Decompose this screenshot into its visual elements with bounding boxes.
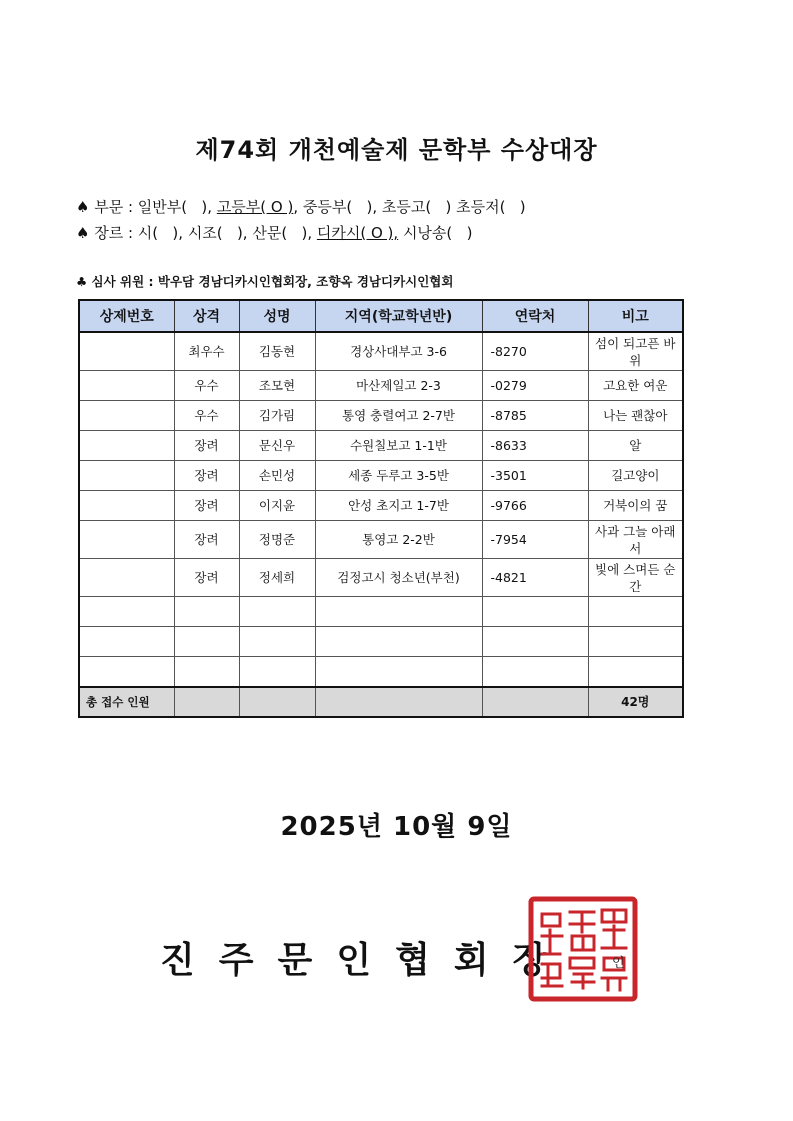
- cell-note: 알: [588, 431, 683, 461]
- cell-no: [79, 521, 174, 559]
- cell-region: 경상사대부고 3-6: [315, 332, 482, 371]
- cell-region: 안성 초지고 1-7반: [315, 491, 482, 521]
- cell-phone: -3501: [482, 461, 588, 491]
- cell-no: [79, 559, 174, 597]
- header-name: 성명: [239, 300, 315, 332]
- cell-region: 세종 두루고 3-5반: [315, 461, 482, 491]
- cell-region: 수원칠보고 1-1반: [315, 431, 482, 461]
- cell-no: [79, 332, 174, 371]
- document-title: 제74회 개천예술제 문학부 수상대장: [195, 136, 598, 164]
- cell-name: 이지윤: [239, 491, 315, 521]
- cell-phone: -8785: [482, 401, 588, 431]
- total-label: 총 접수 인원: [79, 687, 174, 717]
- cell-name: 손민성: [239, 461, 315, 491]
- cell-region: 통영고 2-2반: [315, 521, 482, 559]
- division-suffix: , 중등부( ), 초등고( ) 초등저( ): [293, 198, 526, 216]
- cell-name: 정명준: [239, 521, 315, 559]
- cell-note: 고요한 여운: [588, 371, 683, 401]
- table-row: [79, 461, 683, 491]
- cell-phone: -4821: [482, 559, 588, 597]
- cell-note: 섬이 되고픈 바위: [588, 332, 683, 371]
- division-selected: 고등부( O ): [216, 198, 294, 216]
- table-row: [79, 332, 683, 371]
- cell-phone: -8270: [482, 332, 588, 371]
- cell-no: [79, 431, 174, 461]
- table-row: [79, 431, 683, 461]
- cell-phone: -9766: [482, 491, 588, 521]
- cell-award: 우수: [174, 371, 239, 401]
- cell-name: 문신우: [239, 431, 315, 461]
- table-header-row: [79, 300, 683, 332]
- cell-region: 통영 충렬여고 2-7반: [315, 401, 482, 431]
- cell-name: 조모현: [239, 371, 315, 401]
- cell-award: 장려: [174, 491, 239, 521]
- cell-name: 정세희: [239, 559, 315, 597]
- seal-mark: 인: [612, 956, 625, 971]
- cell-no: [79, 491, 174, 521]
- empty-row: [79, 627, 683, 657]
- header-award: 상격: [174, 300, 239, 332]
- header-phone: 연락처: [482, 300, 588, 332]
- cell-no: [79, 371, 174, 401]
- cell-award: 장려: [174, 461, 239, 491]
- cell-name: 김동현: [239, 332, 315, 371]
- header-no: 상제번호: [79, 300, 174, 332]
- cell-name: 김가림: [239, 401, 315, 431]
- total-row: [79, 687, 683, 717]
- cell-award: 장려: [174, 521, 239, 559]
- genre-prefix: ♠ 장르 : 시( ), 시조( ), 산문( ),: [76, 224, 317, 242]
- cell-no: [79, 461, 174, 491]
- cell-note: 나는 괜찮아: [588, 401, 683, 431]
- cell-phone: -0279: [482, 371, 588, 401]
- division-line: [76, 196, 526, 217]
- official-seal-icon: [528, 896, 638, 1002]
- cell-award: 최우수: [174, 332, 239, 371]
- award-table: [78, 299, 684, 718]
- document-date: 2025년 10월 9일: [280, 812, 513, 842]
- table-row: [79, 491, 683, 521]
- empty-row: [79, 657, 683, 688]
- cell-award: 장려: [174, 559, 239, 597]
- table-row: [79, 559, 683, 597]
- total-count: 42명: [588, 687, 683, 717]
- cell-note: 길고양이: [588, 461, 683, 491]
- cell-note: 거북이의 꿈: [588, 491, 683, 521]
- genre-selected: 디카시( O ),: [316, 224, 399, 242]
- cell-phone: -7954: [482, 521, 588, 559]
- header-note: 비고: [588, 300, 683, 332]
- cell-note: 사과 그늘 아래서: [588, 521, 683, 559]
- cell-region: 검정고시 청소년(부천): [315, 559, 482, 597]
- division-prefix: ♠ 부문 : 일반부( ),: [76, 198, 217, 216]
- cell-award: 장려: [174, 431, 239, 461]
- table-row: [79, 371, 683, 401]
- cell-note: 빛에 스며든 순간: [588, 559, 683, 597]
- table-row: [79, 521, 683, 559]
- table-row: [79, 401, 683, 431]
- cell-phone: -8633: [482, 431, 588, 461]
- cell-no: [79, 401, 174, 431]
- header-region: 지역(학교학년반): [315, 300, 482, 332]
- empty-row: [79, 597, 683, 627]
- jury-line: ♣ 심사 위원 : 박우담 경남디카시인협회장, 조향옥 경남디카시인협회: [76, 274, 454, 289]
- signature-text: 진주문인협회장: [160, 939, 572, 981]
- cell-region: 마산제일고 2-3: [315, 371, 482, 401]
- cell-award: 우수: [174, 401, 239, 431]
- genre-line: [76, 222, 472, 243]
- genre-suffix: 시낭송( ): [398, 224, 473, 242]
